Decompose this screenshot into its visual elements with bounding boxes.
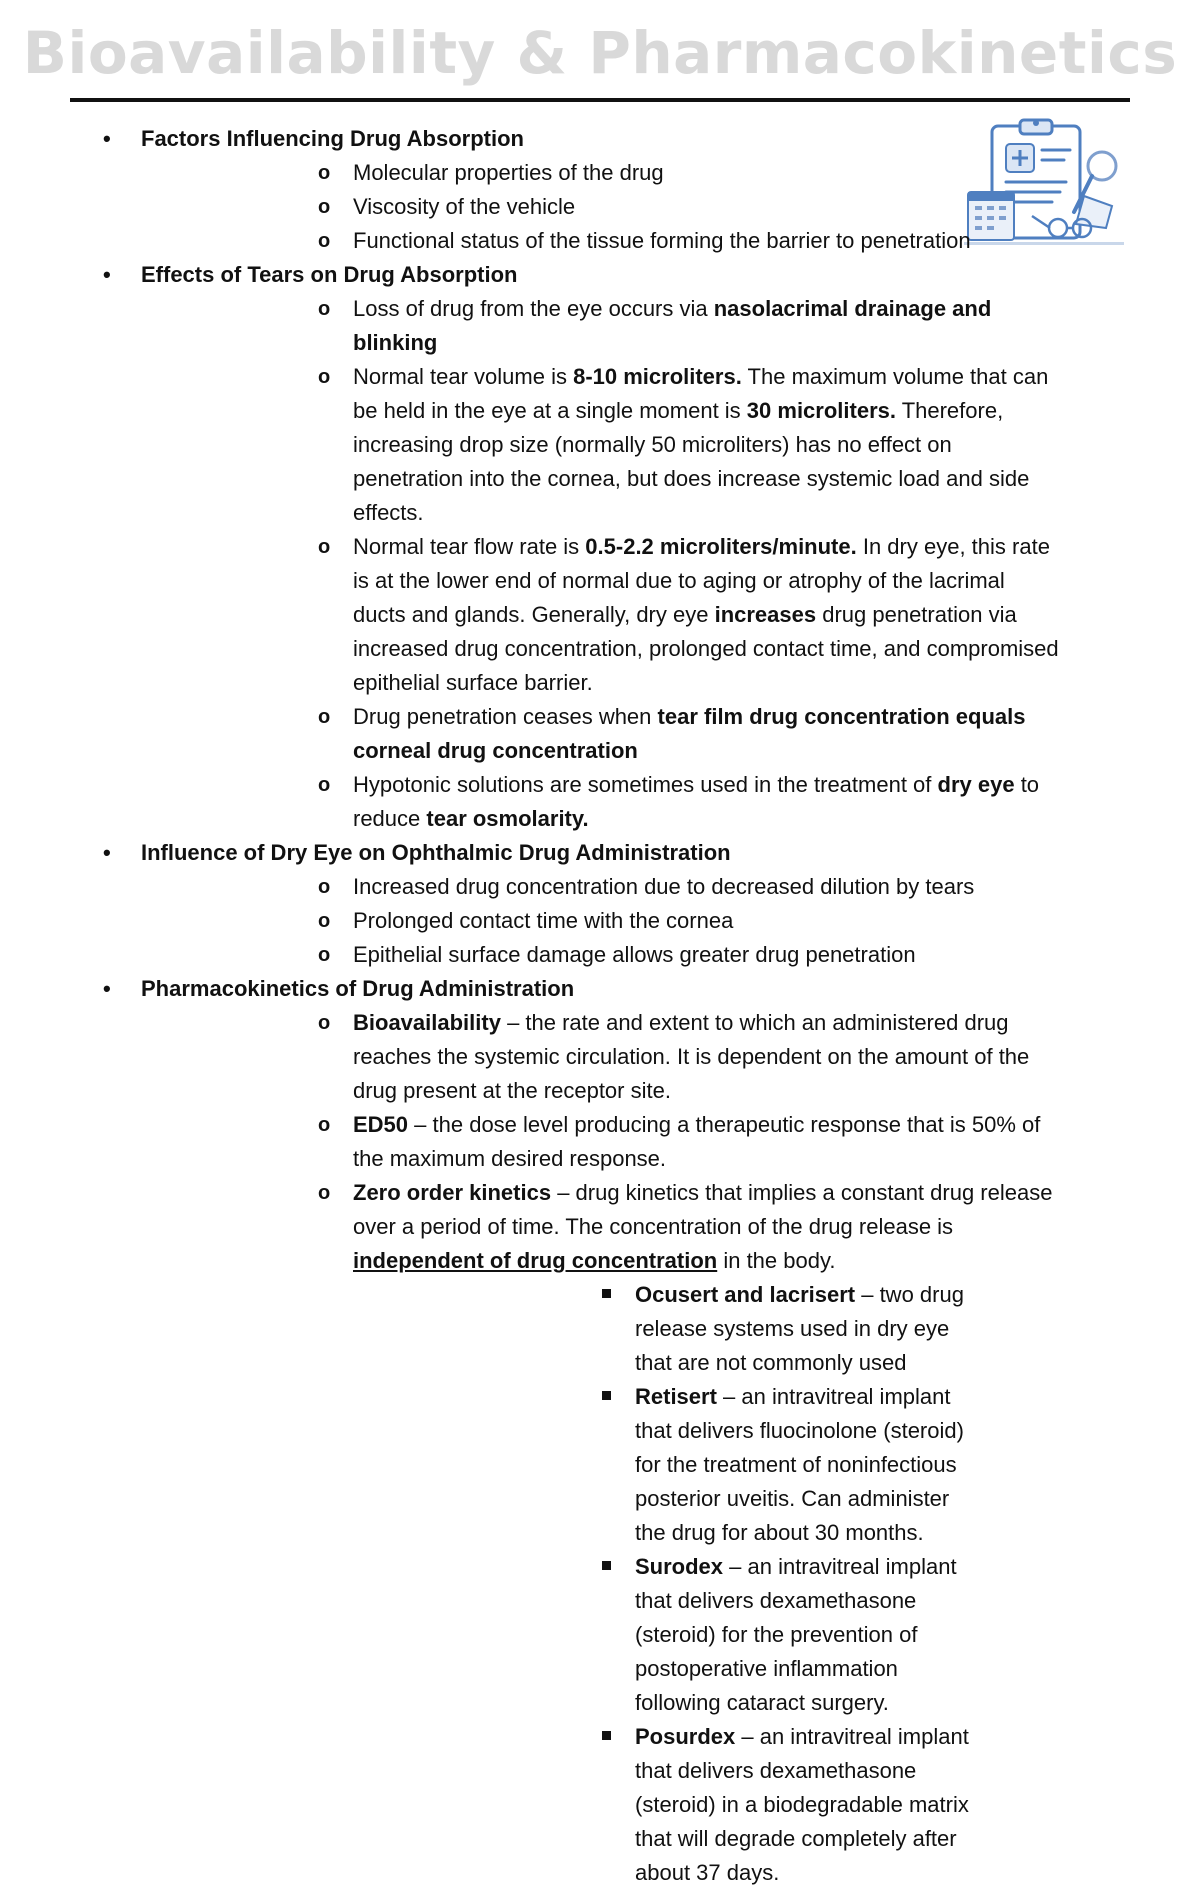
item-text: – an intravitreal implant that delivers dexamethasone (steroid) in a biodegradable matrix that will degrade completely after about 37 days. <box>635 1724 969 1885</box>
page-title: Bioavailability & Pharmacokinetics <box>22 19 1178 87</box>
title-divider <box>70 98 1130 102</box>
bullet-circle-icon: o <box>318 536 331 558</box>
item-text: Hypotonic solutions are sometimes used in the treatment of <box>353 772 938 797</box>
bullet-dot-icon: • <box>103 840 111 865</box>
section-heading: Influence of Dry Eye on Ophthalmic Drug Administration <box>141 840 731 865</box>
list-item <box>353 1278 1060 1380</box>
item-text: Drug penetration ceases when <box>353 704 658 729</box>
item-text: Molecular properties of the drug <box>353 160 664 185</box>
list-item <box>141 700 1140 768</box>
bullet-circle-icon: o <box>318 774 331 796</box>
item-text: – two drug release systems used in dry eye that are not commonly used <box>635 1282 964 1375</box>
item-text: – an intravitreal implant that delivers dexamethasone (steroid) for the prevention of postoperative inflammation following cataract surgery. <box>635 1554 957 1715</box>
section-pharmacokinetics <box>0 972 1200 1890</box>
term-text: Retisert <box>635 1384 717 1409</box>
bullet-circle-icon: o <box>318 910 331 932</box>
item-text: Viscosity of the vehicle <box>353 194 576 219</box>
emphasis-text: 0.5-2.2 microliters/minute. <box>585 534 857 559</box>
term-text: Bioavailability <box>353 1010 501 1035</box>
section-heading: Factors Influencing Drug Absorption <box>141 126 524 151</box>
list-item <box>353 1550 1060 1720</box>
list-item <box>141 224 1140 258</box>
bullet-circle-icon: o <box>318 944 331 966</box>
section-list <box>0 122 1200 1890</box>
list-item <box>141 156 1140 190</box>
emphasis-text: tear osmolarity. <box>426 806 589 831</box>
term-text: Posurdex <box>635 1724 736 1749</box>
section-tears-effects <box>0 258 1200 836</box>
list-item <box>141 292 1140 360</box>
section-heading: Effects of Tears on Drug Absorption <box>141 262 518 287</box>
bullet-dot-icon: • <box>103 262 111 287</box>
bullet-circle-icon: o <box>318 876 331 898</box>
item-text: – the dose level producing a therapeutic response that is 50% of the maximum desired response. <box>353 1112 1041 1171</box>
bullet-circle-icon: o <box>318 298 331 320</box>
bullet-circle-icon: o <box>318 366 331 388</box>
item-text: in the body. <box>717 1248 836 1273</box>
bullet-circle-icon: o <box>318 706 331 728</box>
item-text: The maximum volume that can be held in the eye at a single moment is <box>353 364 1049 423</box>
bullet-circle-icon: o <box>318 162 331 184</box>
sublist <box>141 292 1140 836</box>
sub-sublist <box>353 1278 1060 1890</box>
bullet-circle-icon: o <box>318 196 331 218</box>
item-text: drug penetration via increased drug concentration, prolonged contact time, and compromised epithelial surface barrier. <box>353 602 1059 695</box>
list-item <box>353 1720 1060 1890</box>
list-item <box>141 904 1140 938</box>
sublist <box>141 870 1140 972</box>
bullet-square-icon <box>602 1391 611 1400</box>
bullet-square-icon <box>602 1561 611 1570</box>
sublist <box>141 1006 1140 1890</box>
item-text: – drug kinetics that implies a constant drug release over a period of time. The concentration of the drug release is <box>353 1180 1053 1239</box>
bullet-circle-icon: o <box>318 1012 331 1034</box>
list-item <box>141 1006 1140 1108</box>
emphasis-text: nasolacrimal drainage and blinking <box>353 296 992 355</box>
list-item <box>141 190 1140 224</box>
notes-body <box>0 122 1200 1890</box>
item-text: Epithelial surface damage allows greater drug penetration <box>353 942 916 967</box>
underlined-text: independent of drug concentration <box>353 1248 718 1273</box>
list-item <box>353 1380 1060 1550</box>
bullet-circle-icon: o <box>318 1114 331 1136</box>
list-item <box>141 530 1140 700</box>
emphasis-text: dry eye <box>937 772 1015 797</box>
sublist <box>141 156 1140 258</box>
emphasis-text: tear film drug concentration equals corneal drug concentration <box>353 704 1026 763</box>
item-text: – the rate and extent to which an administered drug reaches the systemic circulation. It is dependent on the amount of the drug present at the receptor site. <box>353 1010 1030 1103</box>
item-text: Normal tear flow rate is <box>353 534 586 559</box>
item-text: Prolonged contact time with the cornea <box>353 908 734 933</box>
term-text: Zero order kinetics <box>353 1180 552 1205</box>
item-text: to reduce <box>353 772 1040 831</box>
bullet-dot-icon: • <box>103 976 111 1001</box>
item-text: In dry eye, this rate is at the lower end of normal due to aging or atrophy of the lacrimal ducts and glands. Generally, dry eye <box>353 534 1050 627</box>
section-heading: Pharmacokinetics of Drug Administration <box>141 976 575 1001</box>
list-item <box>141 1108 1140 1176</box>
term-text: ED50 <box>353 1112 409 1137</box>
emphasis-text: 30 microliters. <box>746 398 896 423</box>
section-absorption-factors <box>0 122 1200 258</box>
bullet-dot-icon: • <box>103 126 111 151</box>
term-text: Ocusert and lacrisert <box>635 1282 856 1307</box>
list-item <box>141 938 1140 972</box>
item-text: Normal tear volume is <box>353 364 574 389</box>
item-text: Loss of drug from the eye occurs via <box>353 296 714 321</box>
list-item <box>141 768 1140 836</box>
item-text: Functional status of the tissue forming the barrier to penetration <box>353 228 971 253</box>
list-item <box>141 870 1140 904</box>
item-text: – an intravitreal implant that delivers fluocinolone (steroid) for the treatment of noninfectious posterior uveitis. Can administer the drug for about 30 months. <box>635 1384 964 1545</box>
item-text: Increased drug concentration due to decreased dilution by tears <box>353 874 975 899</box>
section-dry-eye-influence <box>0 836 1200 972</box>
bullet-square-icon <box>602 1289 611 1298</box>
emphasis-text: increases <box>714 602 817 627</box>
list-item <box>141 360 1140 530</box>
list-item <box>141 1176 1140 1890</box>
bullet-circle-icon: o <box>318 1182 331 1204</box>
item-text: Therefore, increasing drop size (normally 50 microliters) has no effect on penetration into the cornea, but does increase systemic load and side effects. <box>353 398 1030 525</box>
bullet-square-icon <box>602 1731 611 1740</box>
bullet-circle-icon: o <box>318 230 331 252</box>
term-text: Surodex <box>635 1554 724 1579</box>
emphasis-text: 8-10 microliters. <box>573 364 742 389</box>
